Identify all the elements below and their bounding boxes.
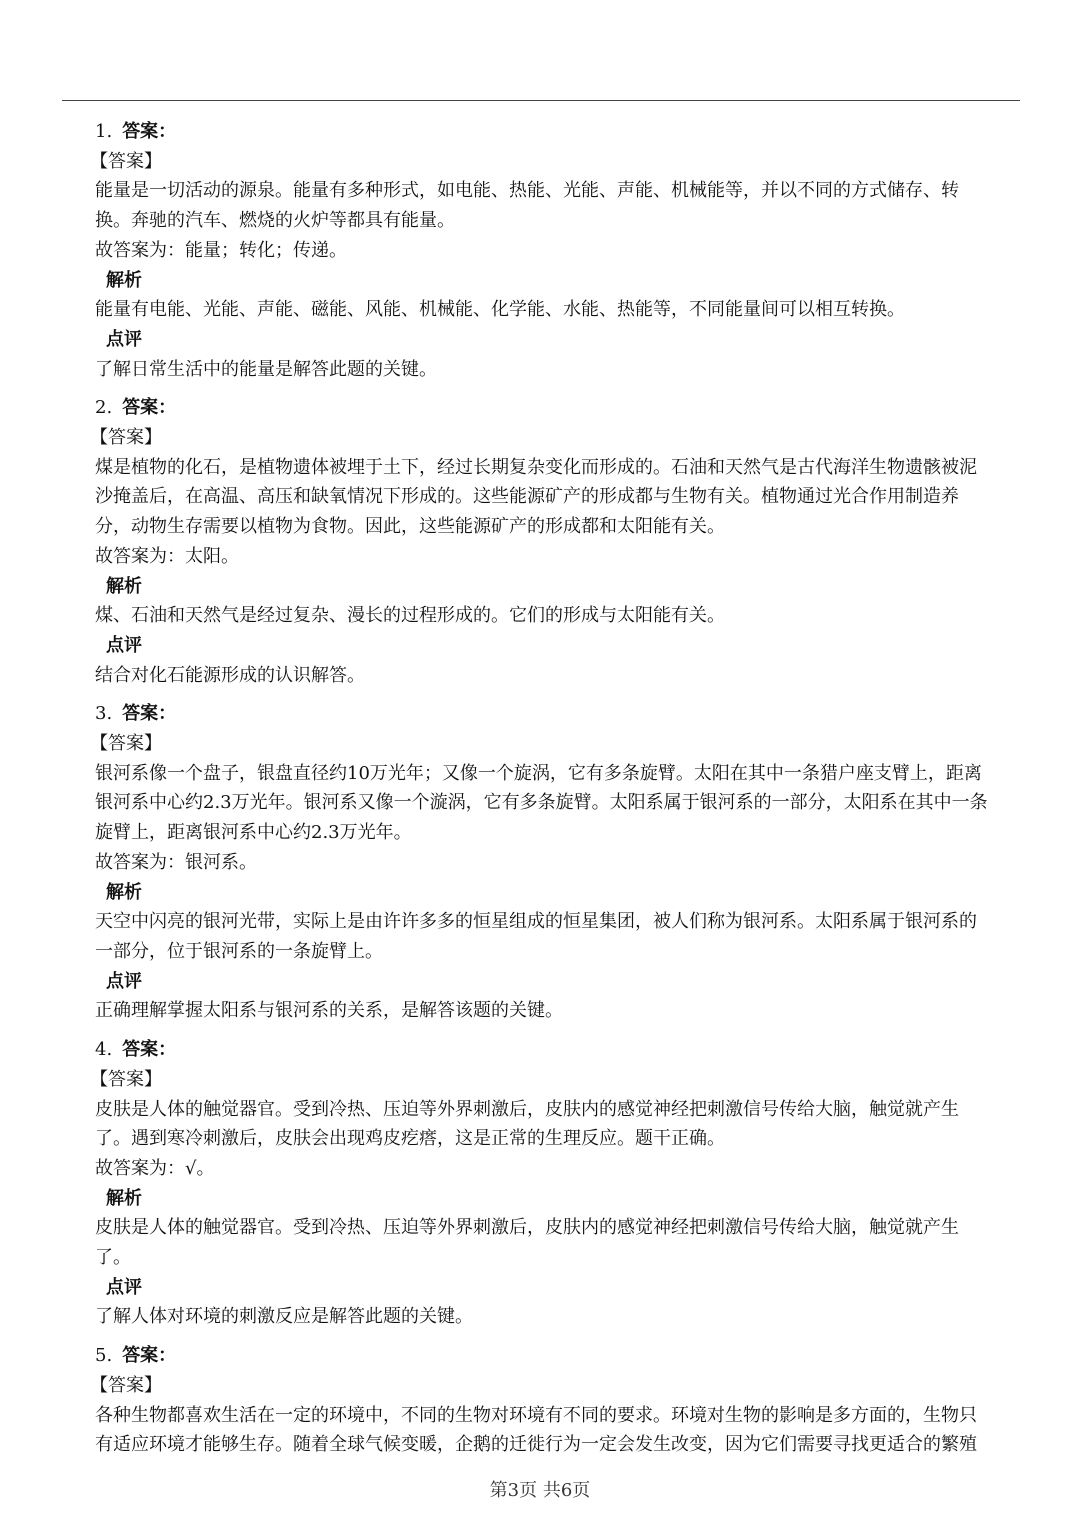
question-header: [95, 1035, 1040, 1065]
analysis-line: 一部分，位于银河系的一条旋臂上。: [95, 940, 383, 962]
comment-line: 结合对化石能源形成的认识解答。: [95, 664, 365, 686]
page-footer: 第3页 共6页: [489, 1480, 591, 1501]
answer-line: 故答案为：银河系。: [95, 851, 257, 873]
answer-heading: 答案：: [122, 1039, 177, 1061]
analysis-heading: 解析: [106, 575, 142, 597]
comment-heading: 点评: [106, 328, 142, 350]
answer-line: 故答案为：√。: [95, 1157, 215, 1179]
answer-line: 煤是植物的化石，是植物遗体被埋于土下，经过长期复杂变化而形成的。石油和天然气是古代海洋生物遗骸被泥: [95, 456, 977, 478]
question-block: [90, 699, 1040, 1026]
answer-heading: 答案：: [122, 703, 177, 725]
analysis-heading: 解析: [106, 269, 142, 291]
comment-heading: 点评: [106, 970, 142, 992]
question-block: [90, 117, 1040, 384]
answer-tag: 【答案】: [90, 427, 162, 449]
question-number: 5.: [95, 1345, 113, 1367]
answer-line: 能量是一切活动的源泉。能量有多种形式，如电能、热能、光能、声能、机械能等，并以不同的方式储存、转: [95, 180, 959, 202]
answer-line: 换。奔驰的汽车、燃烧的火炉等都具有能量。: [95, 210, 455, 232]
answer-line: 旋臂上，距离银河系中心约2.3万光年。: [95, 822, 412, 844]
question-block: [90, 1035, 1040, 1332]
answer-line: 故答案为：太阳。: [95, 545, 239, 567]
comment-line: 了解人体对环境的刺激反应是解答此题的关键。: [95, 1306, 473, 1328]
comment-heading: 点评: [106, 634, 142, 656]
analysis-line: 皮肤是人体的触觉器官。受到冷热、压迫等外界刺激后，皮肤内的感觉神经把刺激信号传给大脑，触觉就产生: [95, 1217, 959, 1239]
question-header: [95, 393, 1040, 423]
question-number: 4.: [95, 1039, 113, 1061]
answer-line: 有适应环境才能够生存。随着全球气候变暖，企鹅的迁徙行为一定会发生改变，因为它们需要寻找更适合的繁殖: [95, 1434, 977, 1456]
answer-tag: 【答案】: [90, 1374, 162, 1396]
analysis-line: 煤、石油和天然气是经过复杂、漫长的过程形成的。它们的形成与太阳能有关。: [95, 605, 725, 627]
answer-heading: 答案：: [122, 121, 177, 142]
answer-line: 故答案为：能量；转化；传递。: [95, 239, 347, 261]
answer-line: 皮肤是人体的触觉器官。受到冷热、压迫等外界刺激后，皮肤内的感觉神经把刺激信号传给大脑，触觉就产生: [95, 1098, 959, 1120]
question-header: [95, 699, 1040, 729]
analysis-line: 天空中闪亮的银河光带，实际上是由许许多多的恒星组成的恒星集团，被人们称为银河系。太阳系属于银河系的: [95, 911, 977, 933]
answer-line: 沙掩盖后，在高温、高压和缺氧情况下形成的。这些能源矿产的形成都与生物有关。植物通过光合作用制造养: [95, 486, 959, 508]
answer-tag: 【答案】: [90, 150, 162, 172]
analysis-line: 能量有电能、光能、声能、磁能、风能、机械能、化学能、水能、热能等，不同能量间可以相互转换。: [95, 299, 905, 321]
question-block: [90, 1341, 1040, 1460]
answer-tag: 【答案】: [90, 733, 162, 755]
analysis-line: 了。: [95, 1247, 131, 1269]
answer-heading: 答案：: [122, 397, 177, 419]
answer-line: 各种生物都喜欢生活在一定的环境中，不同的生物对环境有不同的要求。环境对生物的影响是多方面的，生物只: [95, 1404, 977, 1426]
header-rule: [62, 100, 1020, 101]
comment-heading: 点评: [106, 1276, 142, 1298]
analysis-heading: 解析: [106, 881, 142, 903]
question-header: [95, 1341, 1040, 1371]
answer-tag: 【答案】: [90, 1068, 162, 1090]
comment-line: 正确理解掌握太阳系与银河系的关系，是解答该题的关键。: [95, 1000, 563, 1022]
analysis-heading: 解析: [106, 1187, 142, 1209]
answer-heading: 答案：: [122, 1345, 177, 1367]
comment-line: 了解日常生活中的能量是解答此题的关键。: [95, 358, 437, 380]
answer-line: 了。遇到寒冷刺激后，皮肤会出现鸡皮疙瘩，这是正常的生理反应。题干正确。: [95, 1128, 725, 1150]
answer-line: 银河系中心约2.3万光年。银河系又像一个漩涡，它有多条旋臂。太阳系属于银河系的一部分，太阳系在其中一条: [95, 792, 988, 814]
answer-content: [90, 117, 1040, 1469]
answer-line: 银河系像一个盘子，银盘直径约10万光年；又像一个旋涡，它有多条旋臂。太阳在其中一条猎户座支臂上，距离: [95, 762, 982, 784]
question-header: [95, 117, 1040, 147]
answer-line: 分，动物生存需要以植物为食物。因此，这些能源矿产的形成都和太阳能有关。: [95, 516, 725, 538]
question-block: [90, 393, 1040, 690]
question-number: 3.: [95, 703, 113, 725]
question-number: 1.: [95, 121, 113, 142]
question-number: 2.: [95, 397, 113, 419]
